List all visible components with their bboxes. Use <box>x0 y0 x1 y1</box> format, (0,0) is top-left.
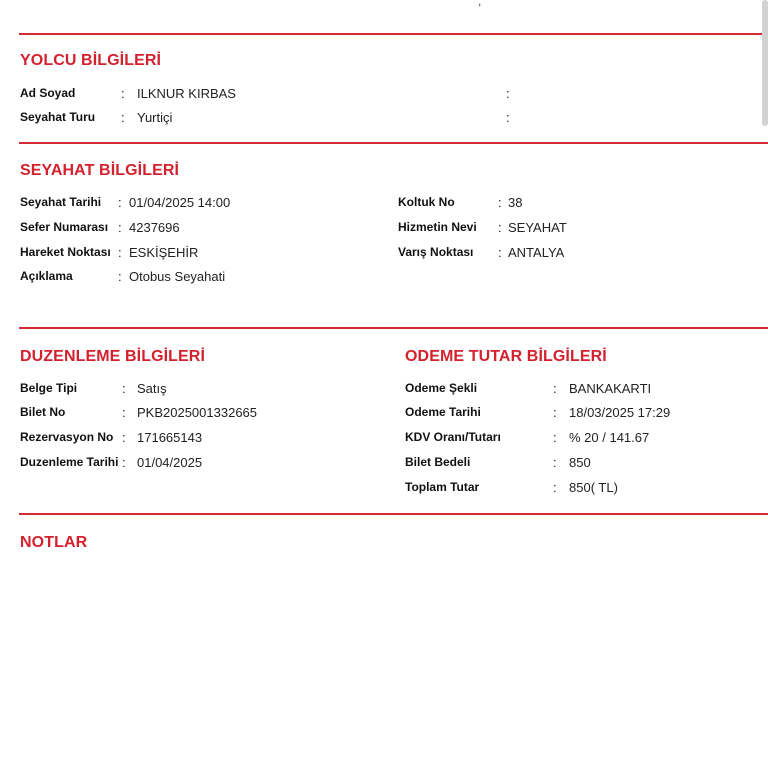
colon: : <box>553 381 557 396</box>
colon: : <box>553 455 557 470</box>
payment-section-title: ODEME TUTAR BİLGİLERİ <box>405 348 607 365</box>
total-label: Toplam Tutar <box>405 480 480 494</box>
vat-label: KDV Oranı/Tutarı <box>405 430 501 444</box>
ticket-no-label: Bilet No <box>20 405 66 419</box>
section-divider <box>19 327 768 329</box>
arrival-label: Varış Noktası <box>398 245 474 259</box>
colon: : <box>121 110 125 125</box>
description-label: Açıklama <box>20 269 73 283</box>
colon: : <box>118 220 122 235</box>
travel-type-value: Yurtiçi <box>137 110 173 125</box>
colon: : <box>506 86 510 101</box>
total-value: 850( TL) <box>569 480 618 495</box>
payment-date-value: 18/03/2025 17:29 <box>569 405 671 420</box>
colon: : <box>118 269 122 284</box>
colon: : <box>553 405 557 420</box>
colon: : <box>553 480 557 495</box>
colon: : <box>118 245 122 260</box>
colon: : <box>122 381 126 396</box>
name-label: Ad Soyad <box>20 86 76 100</box>
scrollbar[interactable] <box>762 0 768 126</box>
fare-value: 850 <box>569 455 591 470</box>
notes-section-title: NOTLAR <box>20 534 88 551</box>
seat-label: Koltuk No <box>398 195 455 209</box>
colon: : <box>498 245 502 260</box>
issue-date-value: 01/04/2025 <box>137 455 203 470</box>
departure-label: Hareket Noktası <box>20 245 111 259</box>
issue-date-label: Duzenleme Tarihi <box>20 455 119 469</box>
fare-label: Bilet Bedeli <box>405 455 471 469</box>
travel-date-value: 01/04/2025 14:00 <box>129 195 231 210</box>
payment-method-value: BANKAKARTI <box>569 381 652 396</box>
issue-section-title: DUZENLEME BİLGİLERİ <box>20 348 206 365</box>
colon: : <box>122 405 126 420</box>
reservation-label: Rezervasyon No <box>20 430 114 444</box>
section-divider <box>19 142 768 144</box>
colon: : <box>498 220 502 235</box>
passenger-section-title: YOLCU BİLGİLERİ <box>20 52 162 69</box>
trip-no-value: 4237696 <box>129 220 180 235</box>
service-value: SEYAHAT <box>508 220 567 235</box>
document-type-label: Belge Tipi <box>20 381 78 395</box>
colon: : <box>122 430 126 445</box>
travel-date-label: Seyahat Tarihi <box>20 195 102 209</box>
section-divider <box>19 33 768 35</box>
colon: : <box>506 110 510 125</box>
description-value: Otobus Seyahati <box>129 269 226 284</box>
arrival-value: ANTALYA <box>508 245 565 260</box>
colon: : <box>118 195 122 210</box>
colon: : <box>122 455 126 470</box>
service-label: Hizmetin Nevi <box>398 220 477 234</box>
section-divider <box>19 513 768 515</box>
passenger-name: ILKNUR KIRBAS <box>137 86 236 101</box>
document-type-value: Satış <box>137 381 167 396</box>
ticket-no-value: PKB2025001332665 <box>137 405 258 420</box>
reservation-value: 171665143 <box>137 430 203 445</box>
departure-value: ESKİŞEHİR <box>129 245 199 260</box>
payment-date-label: Odeme Tarihi <box>405 405 481 419</box>
top-cutoff-mark: , <box>478 0 482 8</box>
travel-section-title: SEYAHAT BİLGİLERİ <box>20 162 180 179</box>
payment-method-label: Odeme Şekli <box>405 381 478 395</box>
seat-value: 38 <box>508 195 523 210</box>
colon: : <box>498 195 502 210</box>
trip-no-label: Sefer Numarası <box>20 220 109 234</box>
travel-type-label: Seyahat Turu <box>20 110 96 124</box>
colon: : <box>553 430 557 445</box>
vat-value: % 20 / 141.67 <box>569 430 650 445</box>
colon: : <box>121 86 125 101</box>
